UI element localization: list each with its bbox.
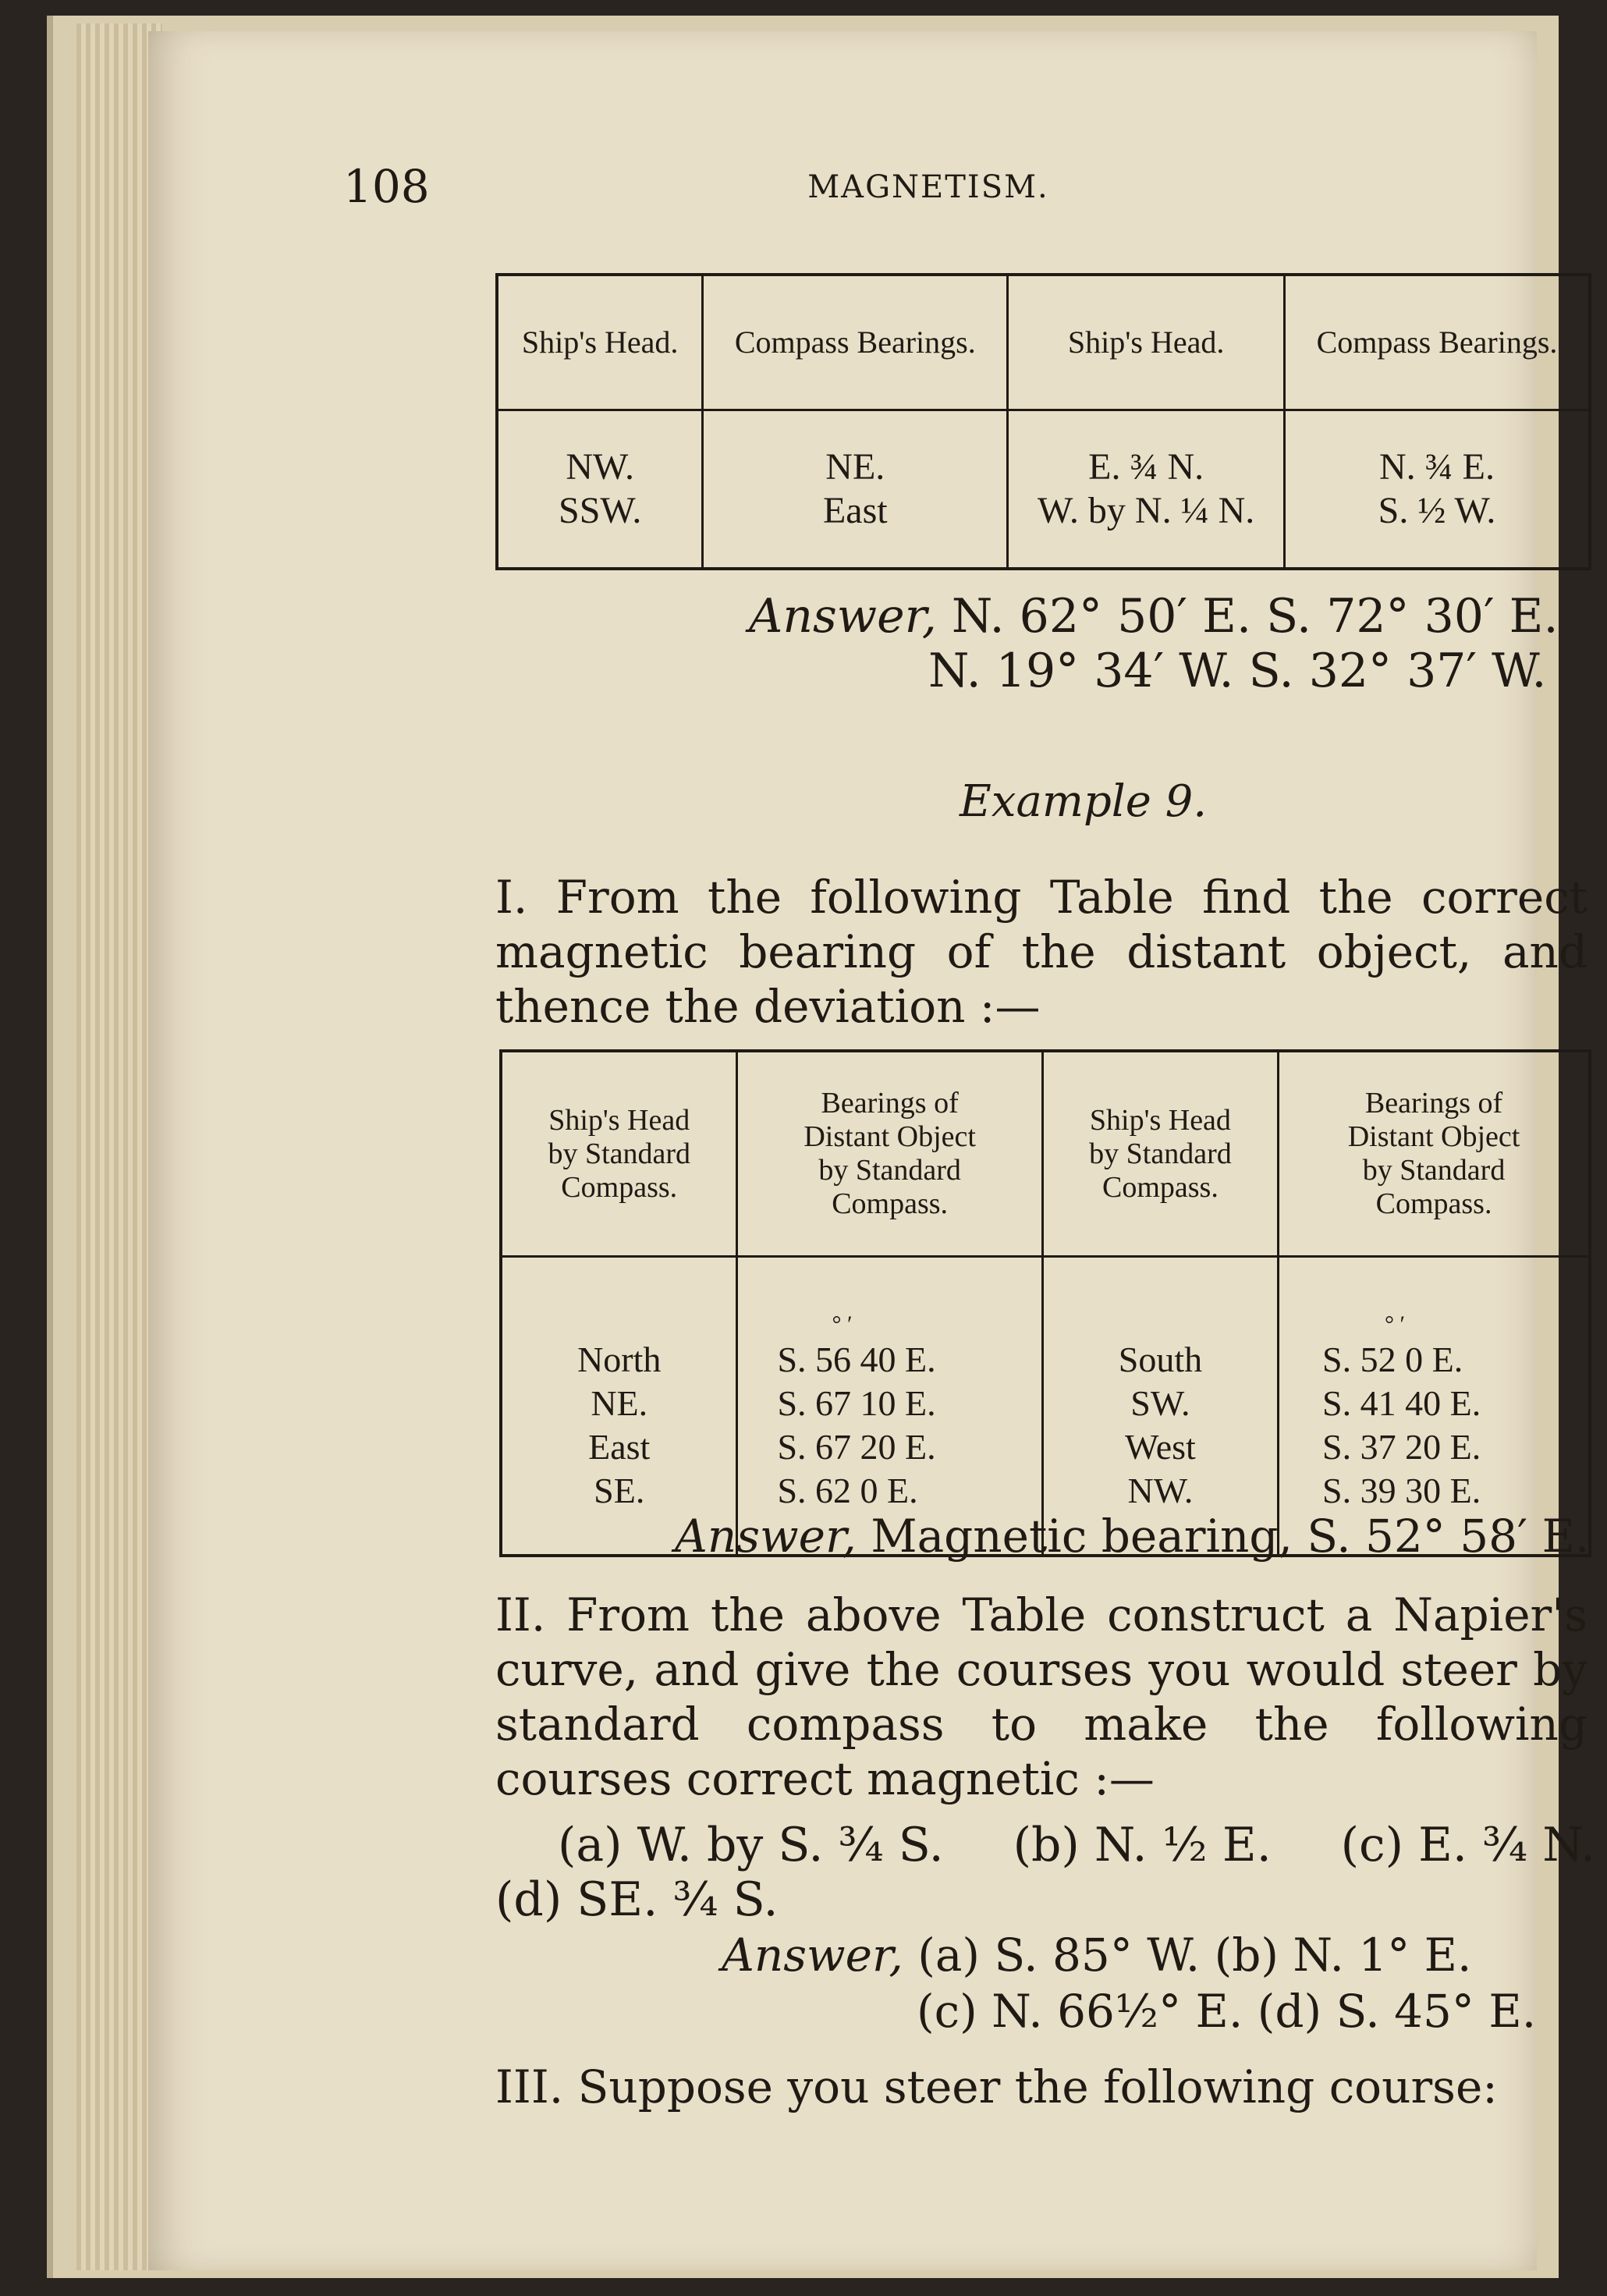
example-title: Example 9.: [960, 776, 1208, 827]
paragraph: II. From the above Table construct a Napier's curve, and give the courses you would steer by standard compass to make the following courses correct magnetic :—: [495, 1588, 1587, 1805]
col-header-ships-head: Ship's Head.: [497, 275, 703, 410]
table-cell: ° ′ S. 52 0 E. S. 41 40 E. S. 37 20 E. S. 39 30 E.: [1279, 1257, 1590, 1556]
paragraph: I. From the following Table find the correct magnetic bearing of the distant object, and thence the deviation :—: [495, 871, 1587, 1033]
col-header-bearings: Bearings of Distant Object by Standard Compass.: [737, 1051, 1042, 1257]
answer-line: (c) N. 66½° E. (d) S. 45° E.: [917, 1985, 1537, 2038]
degree-marks: ° ′: [1385, 1311, 1406, 1337]
courses-list: [495, 1818, 1595, 1927]
table-cell: E. ¾ N. W. by N. ¼ N.: [1008, 410, 1285, 570]
answer-block: [675, 1510, 1589, 1563]
compass-bearings-table: [495, 273, 1591, 570]
distant-object-bearings-table: [499, 1049, 1591, 1557]
course-item: (a) W. by S. ¾ S.: [558, 1818, 944, 1872]
course-item: (d) SE. ¾ S.: [495, 1872, 779, 1927]
courses-row: [495, 1872, 1595, 1927]
table-cell: South SW. West NW.: [1042, 1257, 1278, 1556]
col-header-ships-head: Ship's Head by Standard Compass.: [501, 1051, 737, 1257]
table-header-row: [501, 1051, 1590, 1257]
table-cell: North NE. East SE.: [577, 1340, 662, 1510]
col-header-ships-head: Ship's Head.: [1008, 275, 1285, 410]
answer-line: N. 19° 34′ W. S. 32° 37′ W.: [928, 644, 1547, 698]
table-row: [497, 410, 1590, 570]
course-item: (c) E. ¾ N.: [1340, 1818, 1595, 1872]
col-header-compass-bearings: Compass Bearings.: [703, 275, 1008, 410]
answer-line: Magnetic bearing, S. 52° 58′ E.: [871, 1510, 1590, 1563]
table-cell: NE. East: [703, 410, 1008, 570]
col-header-ships-head: Ship's Head by Standard Compass.: [1042, 1051, 1278, 1257]
answer-block: [722, 1927, 1536, 2039]
table-cell: NW. SSW.: [559, 446, 642, 531]
page-header: [343, 160, 1607, 215]
table-cell: ° ′ S. 56 40 E. S. 67 10 E. S. 67 20 E. S. 62 0 E.: [737, 1257, 1042, 1556]
answer-line: (a) S. 85° W. (b) N. 1° E.: [917, 1929, 1472, 1982]
answer-line: N. 62° 50′ E. S. 72° 30′ E.: [951, 589, 1559, 644]
table-cell: N. ¾ E. S. ½ W.: [1285, 410, 1590, 570]
col-header-bearings: Bearings of Distant Object by Standard Compass.: [1279, 1051, 1590, 1257]
table-header-row: [497, 275, 1590, 410]
running-head: MAGNETISM.: [807, 169, 1049, 205]
book-page: [148, 31, 1595, 2270]
col-header-compass-bearings: Compass Bearings.: [1285, 275, 1590, 410]
courses-row: [495, 1818, 1595, 1872]
paragraph: III. Suppose you steer the following course:: [495, 2060, 1498, 2113]
course-item: (b) N. ½ E.: [1013, 1818, 1272, 1872]
answer-label: Answer,: [749, 589, 937, 644]
answer-label: Answer,: [675, 1510, 857, 1563]
degree-marks: ° ′: [832, 1311, 853, 1337]
answer-label: Answer,: [722, 1929, 903, 1982]
page-number: 108: [343, 160, 430, 213]
answer-block: [749, 589, 1559, 698]
